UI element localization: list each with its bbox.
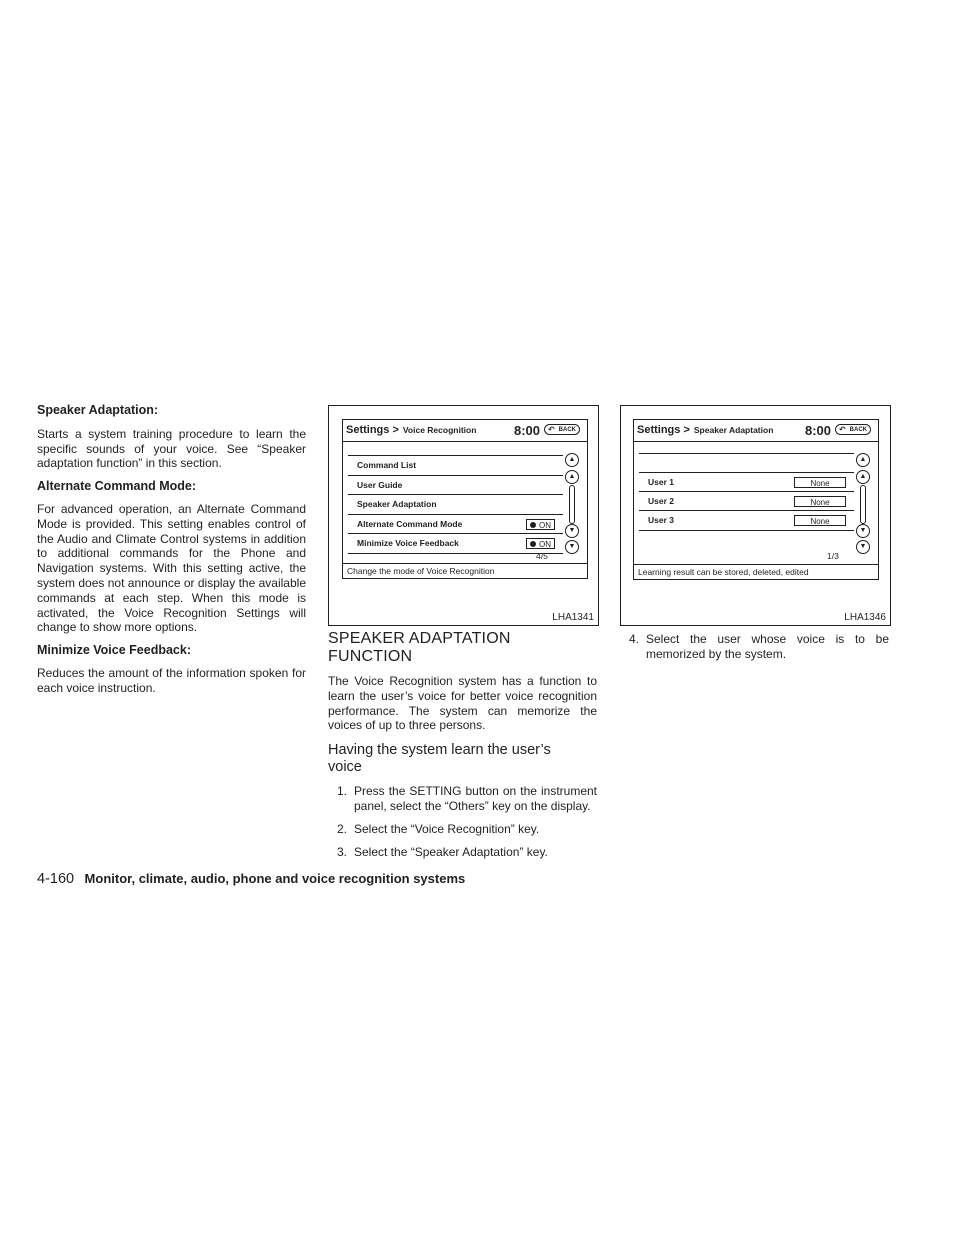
list-item: 3. Select the “Speaker Adaptation” key. bbox=[337, 844, 548, 859]
menu-item-alternate-command-mode[interactable]: Alternate Command Mode ON bbox=[348, 515, 563, 535]
screen-header bbox=[343, 420, 587, 442]
scroll-up-icon[interactable]: ▲ bbox=[856, 470, 870, 484]
right-column bbox=[620, 632, 889, 662]
back-button[interactable]: ↶ BACK bbox=[544, 424, 580, 435]
scrollbar[interactable] bbox=[860, 485, 866, 524]
list-item: 2. Select the “Voice Recognition” key. bbox=[337, 821, 540, 836]
left-column bbox=[37, 403, 306, 696]
section-heading: SPEAKER ADAPTATION FUNCTION bbox=[328, 630, 511, 665]
none-button[interactable]: None bbox=[794, 515, 846, 526]
back-button[interactable]: ↶ BACK bbox=[835, 424, 871, 435]
figure-code: LHA1341 bbox=[552, 612, 594, 623]
scrollbar[interactable] bbox=[569, 485, 575, 524]
none-button[interactable]: None bbox=[794, 477, 846, 488]
steps-list bbox=[328, 784, 597, 859]
screen-header bbox=[634, 420, 878, 442]
scroll-bottom-icon[interactable]: ▼ bbox=[856, 540, 870, 554]
screen-footer-hint: Learning result can be stored, deleted, edited bbox=[634, 564, 878, 579]
scroll-top-icon[interactable]: ▲ bbox=[565, 453, 579, 467]
page-footer bbox=[37, 870, 465, 888]
scroll-down-icon[interactable]: ▼ bbox=[565, 524, 579, 538]
back-arrow-icon: ↶ bbox=[839, 425, 846, 434]
indicator-dot-icon bbox=[530, 541, 536, 547]
alternate-command-text: For advanced operation, an Alternate Command Mode is provided. This setting enables control of the Audio and Climate Control systems in addition to additional commands for the Phone and Navigation systems. With this setting active, the system does not announce or display the available commands at each step. When this mode is activated, the Voice Recognition Settings will change to show more options. bbox=[37, 501, 306, 635]
none-button[interactable]: None bbox=[794, 496, 846, 507]
scroll-bottom-icon[interactable]: ▼ bbox=[565, 540, 579, 554]
alternate-command-heading: Alternate Command Mode: bbox=[37, 479, 197, 494]
clock: 8:00 bbox=[805, 423, 832, 438]
on-toggle[interactable]: ON bbox=[526, 538, 555, 549]
clock: 8:00 bbox=[514, 423, 541, 438]
middle-column bbox=[328, 630, 597, 859]
user-list bbox=[639, 453, 854, 531]
voice-recognition-screen bbox=[342, 419, 588, 579]
on-toggle[interactable]: ON bbox=[526, 519, 555, 530]
sub-heading: Having the system learn the user’s voice bbox=[328, 742, 551, 776]
figure-speaker-adaptation bbox=[620, 405, 891, 626]
user-row-3[interactable]: User 3 None bbox=[639, 511, 854, 531]
speaker-adaptation-screen bbox=[633, 419, 879, 580]
menu-list bbox=[348, 455, 563, 554]
speaker-adaptation-heading: Speaker Adaptation: bbox=[37, 403, 159, 417]
screen-subtitle: Voice Recognition bbox=[402, 425, 477, 435]
menu-item-command-list[interactable]: Command List bbox=[348, 456, 563, 476]
indicator-dot-icon bbox=[530, 522, 536, 528]
menu-item-user-guide[interactable]: User Guide bbox=[348, 476, 563, 496]
chapter-title: Monitor, climate, audio, phone and voice recognition systems bbox=[84, 871, 466, 886]
speaker-adaptation-text: Starts a system training procedure to learn the specific sounds of your voice. See “Speaker adaptation function” in this section. bbox=[37, 426, 306, 471]
screen-footer-hint: Change the mode of Voice Recognition bbox=[343, 563, 587, 578]
scroll-top-icon[interactable]: ▲ bbox=[856, 453, 870, 467]
menu-item-minimize-voice-feedback[interactable]: Minimize Voice Feedback ON bbox=[348, 534, 563, 554]
scroll-up-icon[interactable]: ▲ bbox=[565, 470, 579, 484]
page-number: 4-160 bbox=[37, 871, 75, 887]
screen-title: Settings > Speaker Adaptation bbox=[637, 424, 774, 436]
screen-title: Settings > Voice Recognition bbox=[346, 424, 477, 436]
user-row-2[interactable]: User 2 None bbox=[639, 492, 854, 512]
page-indicator: 1/3 bbox=[827, 551, 839, 561]
intro-text: The Voice Recognition system has a function to learn the user’s voice for better voice recognition performance. The system can memorize the voices of up to three persons. bbox=[328, 674, 597, 733]
minimize-feedback-heading: Minimize Voice Feedback: bbox=[37, 643, 191, 658]
minimize-feedback-text: Reduces the amount of the information spoken for each voice instruction. bbox=[37, 665, 306, 695]
list-item: 1. Press the SETTING button on the instrument panel, select the “Others” key on the display. bbox=[337, 784, 597, 813]
user-row-1[interactable] bbox=[639, 454, 854, 472]
page-indicator: 4/5 bbox=[536, 551, 548, 561]
steps-list bbox=[620, 632, 889, 662]
back-arrow-icon: ↶ bbox=[548, 425, 555, 434]
screen-subtitle: Speaker Adaptation bbox=[693, 425, 774, 435]
figure-voice-recognition bbox=[328, 405, 599, 626]
scroll-down-icon[interactable]: ▼ bbox=[856, 524, 870, 538]
figure-code: LHA1346 bbox=[844, 612, 886, 623]
list-item: 4. Select the user whose voice is to be memorized by the system. bbox=[629, 632, 889, 661]
user-row-1[interactable]: User 1 None bbox=[639, 472, 854, 492]
menu-item-speaker-adaptation[interactable]: Speaker Adaptation bbox=[348, 495, 563, 515]
